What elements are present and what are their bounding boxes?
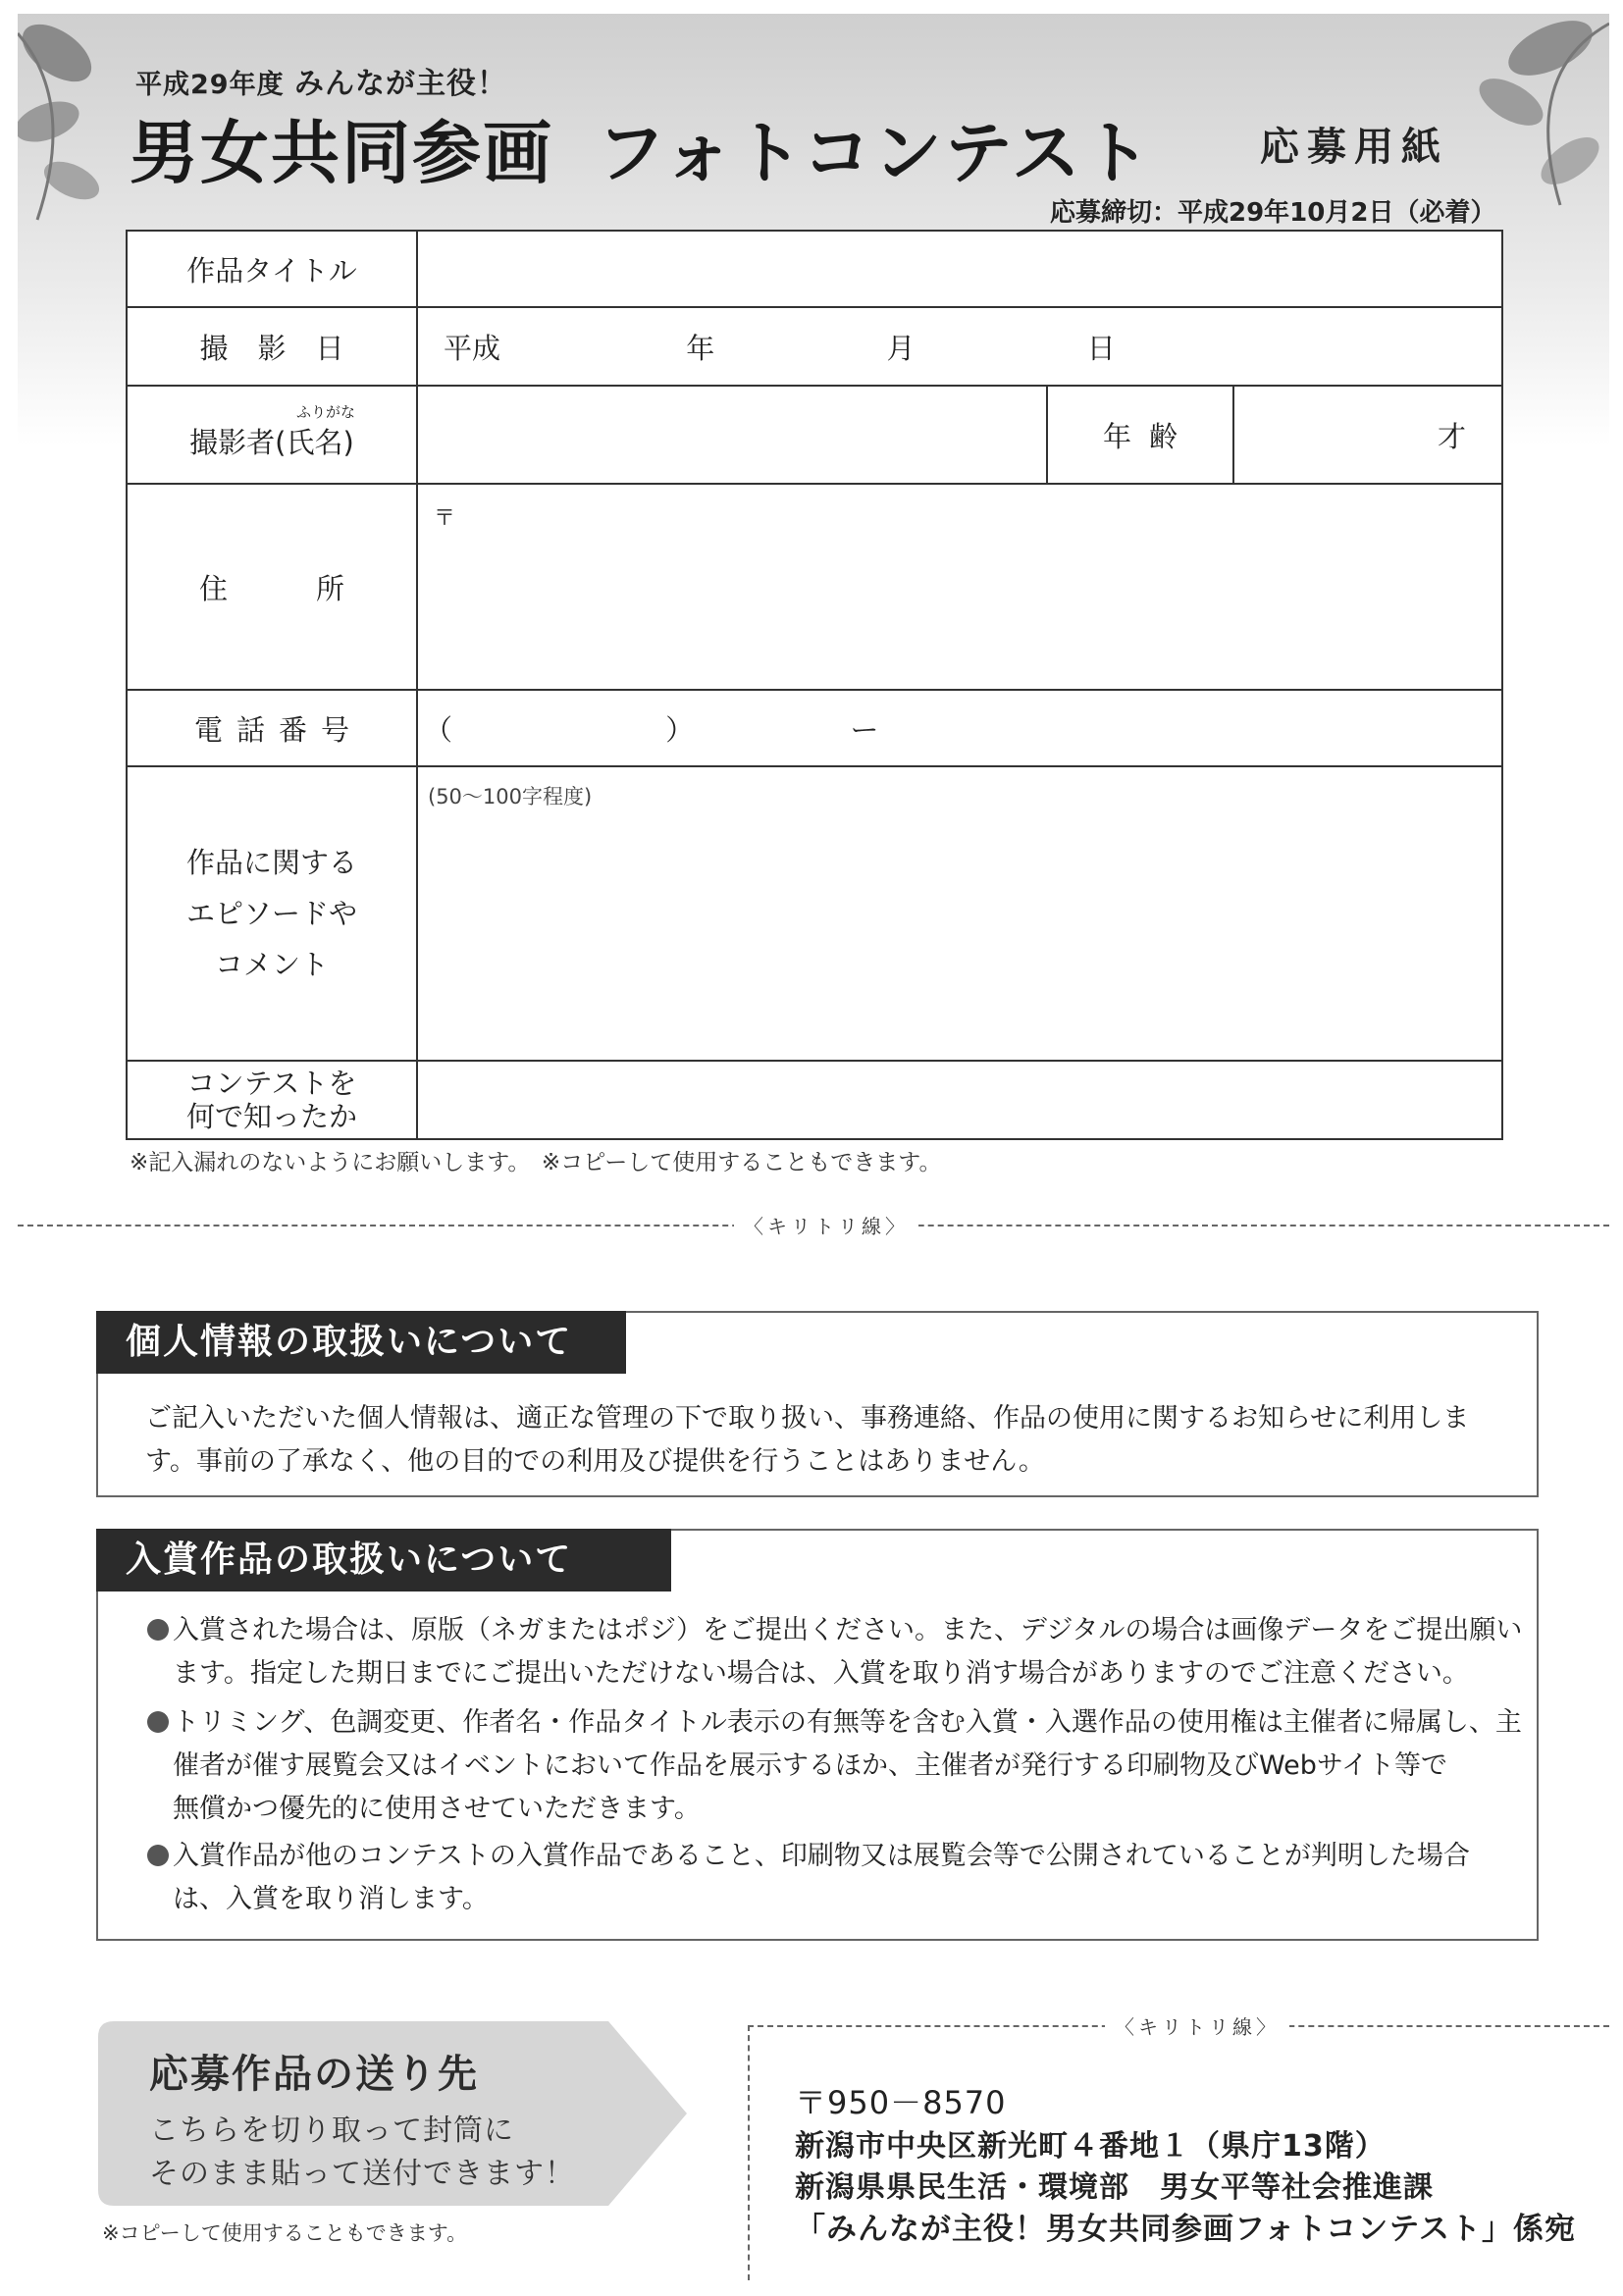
phone-label-cell [127,690,417,766]
photographer-name-field[interactable] [417,386,1047,484]
phone-open-paren: （ [424,712,453,747]
bullet-dot-icon [147,1845,169,1866]
episode-label-3: コメント [214,948,329,981]
address-label-cell [127,484,433,690]
privacy-line-2: す。事前の了承なく、他の目的での利用及び提供を行うことはありません。 [145,1446,1045,1477]
row-work-title [127,231,1502,307]
mailing-postal: 〒950－8570 [795,2084,1007,2121]
row-shoot-date [127,307,1502,386]
form-label: 応募用紙 [1260,125,1448,170]
privacy-line-1: ご記入いただいた個人情報は、適正な管理の下で取り扱い、事務連絡、作品の使用に関するお知らせに利用しま [145,1403,1470,1434]
shoot-date-label: 撮影日 [127,307,417,386]
episode-label-2: エピソードや [185,897,357,930]
deadline: 応募締切：平成29年10月2日（必着） [1050,198,1496,228]
header-subtitle [135,59,507,102]
cut-line-label: 〈キリトリ線〉 [734,1211,918,1239]
phone-label: 電話番号 [193,712,363,747]
award-heading: 入賞作品の取扱いについて [96,1529,671,1592]
age-label: 年齢 [1102,419,1195,453]
title-part1: 男女共同参画 [130,113,553,193]
source-label-2: 何で知ったか [185,1100,357,1133]
episode-hint: (50～100字程度) [428,785,593,809]
photographer-label-cell [127,386,417,484]
work-title-label: 作品タイトル [127,231,417,307]
photographer-ruby: ふりがな [295,402,355,421]
address-cut-line-left [748,2025,750,2280]
privacy-text [145,1397,1469,1484]
row-address [127,484,1502,690]
episode-field[interactable] [417,766,1502,1061]
source-label-cell [127,1061,417,1139]
slogan: みんなが主役！ [293,67,507,101]
entry-form-table [126,230,1503,1140]
photographer-label: 撮影者(氏名) [189,425,354,459]
date-year-unit: 年 [686,331,715,365]
mailing-line-2: そのまま貼って送付できます！ [149,2157,575,2191]
title-part2: フォトコンテスト [597,113,1153,193]
mailing-address-1: 新潟市中央区新光町４番地１（県庁13階） [795,2129,1386,2164]
address-cut-line-label: 〈キリトリ線〉 [1105,2011,1289,2040]
age-unit: 才 [1437,419,1466,453]
year-label: 平成29年度 [135,70,285,100]
award-box [96,1529,1539,1941]
page-title [130,98,1153,197]
leaf-decoration-right-icon [1442,14,1609,210]
age-field[interactable] [1233,386,1502,484]
address-field[interactable] [417,484,1502,690]
mailing-copy-note: ※コピーして使用することもできます。 [102,2221,468,2245]
postal-mark: 〒 [434,506,456,531]
age-label-cell [1047,386,1233,484]
mailing-title: 応募作品の送り先 [149,2052,479,2097]
row-phone [127,690,1502,766]
address-label: 住所 [198,571,433,605]
form-note: ※記入漏れのないようにお願いします。 ※コピーして使用することもできます。 [130,1150,942,1175]
phone-dash: ー [850,712,879,747]
bullet-dot-icon [147,1619,169,1641]
source-label-1: コンテストを [186,1067,357,1100]
privacy-heading: 個人情報の取扱いについて [96,1311,626,1374]
mailing-address-2: 新潟県県民生活・環境部 男女平等社会推進課 [795,2170,1434,2205]
phone-close-paren: ） [665,712,695,747]
mailing-line-1: こちらを切り取って封筒に [149,2113,514,2148]
mailing-address-3: 「みんなが主役！男女共同参画フォトコンテスト」係宛 [795,2212,1576,2247]
date-month-unit: 月 [886,331,916,365]
phone-field[interactable] [417,690,1502,766]
contest-source-field[interactable] [417,1061,1502,1139]
episode-label-1: 作品に関する [185,846,357,879]
work-title-field[interactable] [417,231,1502,307]
privacy-box [96,1311,1539,1497]
award-bullet-3: 入賞作品が他のコンテストの入賞作品であること、印刷物又は展覧会等で公開されていることが判明した場合 は、入賞を取り消します。 [147,1835,1470,1921]
row-episode [127,766,1502,1061]
date-era: 平成 [444,331,501,365]
row-contest-source [127,1061,1502,1139]
episode-label-cell [127,766,417,1061]
award-bullet-1: 入賞された場合は、原版（ネガまたはポジ）をご提出ください。また、デジタルの場合は画像データをご提出願い ます。指定した期日までにご提出いただけない場合は、入賞を取り消す場合がありますのでご注意ください。 [147,1609,1522,1696]
award-bullet-2: トリミング、色調変更、作者名・作品タイトル表示の有無等を含む入賞・入選作品の使用権は主催者に帰属し、主 催者が催す展覧会又はイベントにおいて作品を展示するほか、主催者が発行する印刷物及びWebサイト等で 無償かつ優先的に使用させていただきます。 [147,1701,1522,1831]
shoot-date-field[interactable] [417,307,1502,386]
row-photographer [127,386,1502,484]
bullet-dot-icon [147,1711,169,1733]
date-day-unit: 日 [1086,331,1116,365]
